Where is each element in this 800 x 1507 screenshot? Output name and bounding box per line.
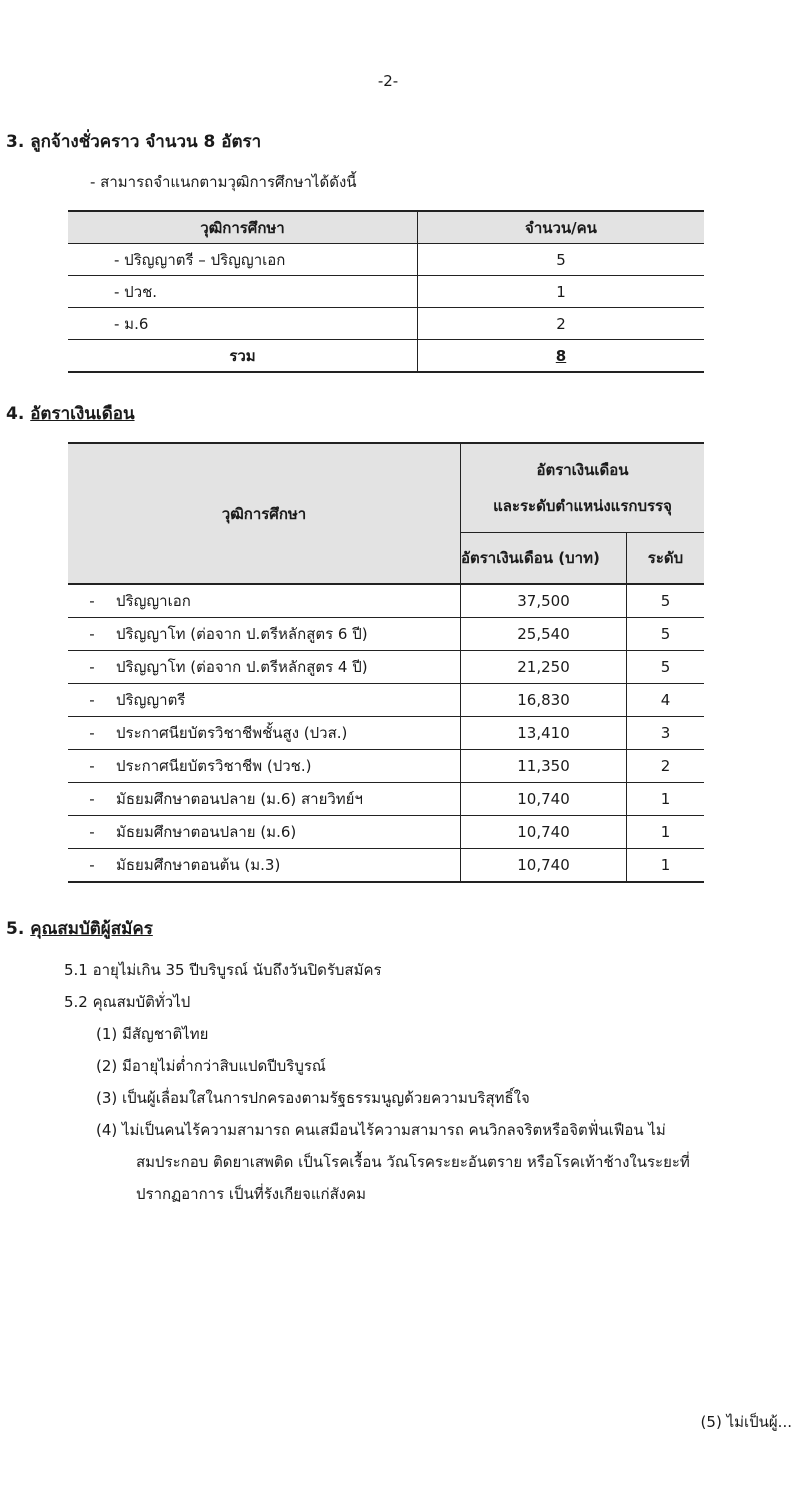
row-dash: - — [68, 651, 116, 684]
table-row — [68, 308, 704, 340]
salary-cell: 16,830 — [461, 684, 627, 717]
salary-cell: 10,740 — [461, 849, 627, 883]
header-education: วุฒิการศึกษา — [68, 211, 418, 244]
section-4-title: อัตราเงินเดือน — [30, 404, 135, 424]
section-4-heading — [6, 400, 135, 427]
salary-cell: 21,250 — [461, 651, 627, 684]
general-qualification-1: (1) มีสัญชาติไทย — [96, 1025, 209, 1043]
general-qualification-4-line3: ปรากฏอาการ เป็นที่รังเกียจแก่สังคม — [136, 1185, 367, 1203]
page-number: -2- — [377, 72, 399, 90]
salary-cell: 37,500 — [461, 584, 627, 618]
header-group-line2: และระดับตำแหน่งแรกบรรจุ — [493, 497, 672, 515]
table-row — [68, 584, 704, 618]
education-cell: มัธยมศึกษาตอนปลาย (ม.6) — [116, 816, 461, 849]
salary-cell: 10,740 — [461, 783, 627, 816]
table-row — [68, 849, 704, 883]
header-education: วุฒิการศึกษา — [68, 443, 461, 584]
total-count-cell — [418, 340, 705, 373]
education-cell: ปริญญาโท (ต่อจาก ป.ตรีหลักสูตร 4 ปี) — [116, 651, 461, 684]
qualification-5-2: 5.2 คุณสมบัติทั่วไป — [64, 993, 191, 1011]
education-cell: ประกาศนียบัตรวิชาชีพชั้นสูง (ปวส.) — [116, 717, 461, 750]
count-cell: 1 — [418, 276, 705, 308]
level-cell: 1 — [627, 849, 705, 883]
education-cell: - ปวช. — [68, 276, 418, 308]
education-cell: - ปริญญาตรี – ปริญญาเอก — [68, 244, 418, 276]
table-row — [68, 783, 704, 816]
level-cell: 2 — [627, 750, 705, 783]
section-3-intro: - สามารถจำแนกตามวุฒิการศึกษาได้ดังนี้ — [90, 173, 357, 191]
total-label: รวม — [68, 340, 418, 373]
level-cell: 1 — [627, 816, 705, 849]
education-cell: มัธยมศึกษาตอนต้น (ม.3) — [116, 849, 461, 883]
table-row — [68, 750, 704, 783]
general-qualification-2: (2) มีอายุไม่ต่ำกว่าสิบแปดปีบริบูรณ์ — [96, 1057, 326, 1075]
section-5-heading — [6, 915, 153, 942]
header-count: จำนวน/คน — [418, 211, 705, 244]
header-salary-group — [461, 443, 705, 533]
education-cell: ปริญญาโท (ต่อจาก ป.ตรีหลักสูตร 6 ปี) — [116, 618, 461, 651]
row-dash: - — [68, 684, 116, 717]
education-cell: ปริญญาตรี — [116, 684, 461, 717]
salary-table — [68, 442, 704, 883]
table-row — [68, 816, 704, 849]
level-cell: 5 — [627, 584, 705, 618]
table-row — [68, 244, 704, 276]
header-salary: อัตราเงินเดือน (บาท) — [461, 533, 627, 585]
education-cell: ประกาศนียบัตรวิชาชีพ (ปวช.) — [116, 750, 461, 783]
total-count: 8 — [555, 346, 567, 365]
table-row — [68, 684, 704, 717]
salary-cell: 10,740 — [461, 816, 627, 849]
count-cell: 5 — [418, 244, 705, 276]
total-row — [68, 340, 704, 373]
row-dash: - — [68, 849, 116, 883]
education-cell: มัธยมศึกษาตอนปลาย (ม.6) สายวิทย์ฯ — [116, 783, 461, 816]
general-qualification-3: (3) เป็นผู้เลื่อมใสในการปกครองตามรัฐธรรมนูญด้วยความบริสุทธิ์ใจ — [96, 1089, 530, 1107]
level-cell: 3 — [627, 717, 705, 750]
table-row — [68, 651, 704, 684]
section-3-heading: 3. ลูกจ้างชั่วคราว จำนวน 8 อัตรา — [6, 132, 262, 152]
row-dash: - — [68, 750, 116, 783]
table-header-row — [68, 211, 704, 244]
temp-staff-education-table — [68, 210, 704, 373]
table-row — [68, 276, 704, 308]
table-row — [68, 618, 704, 651]
row-dash: - — [68, 816, 116, 849]
level-cell: 5 — [627, 618, 705, 651]
level-cell: 5 — [627, 651, 705, 684]
section-5-title: คุณสมบัติผู้สมัคร — [30, 919, 153, 939]
level-cell: 1 — [627, 783, 705, 816]
salary-cell: 25,540 — [461, 618, 627, 651]
row-dash: - — [68, 717, 116, 750]
row-dash: - — [68, 783, 116, 816]
section-5-number: 5. — [6, 919, 25, 939]
row-dash: - — [68, 584, 116, 618]
count-cell: 2 — [418, 308, 705, 340]
row-dash: - — [68, 618, 116, 651]
table-row — [68, 717, 704, 750]
continuation-note: (5) ไม่เป็นผู้... — [700, 1413, 792, 1431]
section-4-number: 4. — [6, 404, 25, 424]
salary-cell: 13,410 — [461, 717, 627, 750]
education-cell: ปริญญาเอก — [116, 584, 461, 618]
qualification-5-1: 5.1 อายุไม่เกิน 35 ปีบริบูรณ์ นับถึงวันปิดรับสมัคร — [64, 961, 382, 979]
salary-cell: 11,350 — [461, 750, 627, 783]
header-level: ระดับ — [627, 533, 705, 585]
general-qualification-4-line2: สมประกอบ ติดยาเสพติด เป็นโรคเรื้อน วัณโรคระยะอันตราย หรือโรคเท้าช้างในระยะที่ — [136, 1153, 690, 1171]
education-cell: - ม.6 — [68, 308, 418, 340]
general-qualification-4: (4) ไม่เป็นคนไร้ความสามารถ คนเสมือนไร้ความสามารถ คนวิกลจริตหรือจิตฟั่นเฟือน ไม่ — [96, 1121, 666, 1139]
header-group-line1: อัตราเงินเดือน — [536, 461, 629, 479]
salary-header-row-1 — [68, 443, 704, 533]
level-cell: 4 — [627, 684, 705, 717]
